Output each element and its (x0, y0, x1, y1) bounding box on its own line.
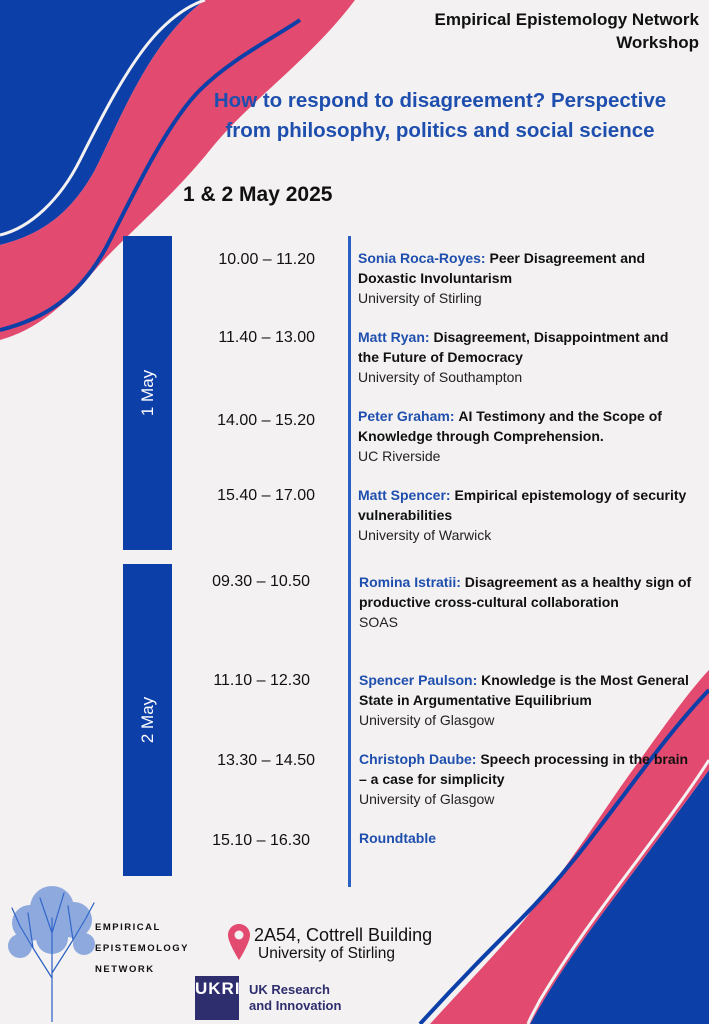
speaker-name: Matt Spencer: (358, 487, 451, 503)
speaker-affiliation: University of Glasgow (359, 791, 495, 807)
session-talk (358, 485, 693, 545)
network-title-line2: Workshop (616, 33, 699, 52)
network-logo-text (95, 917, 189, 980)
speaker-name: Matt Ryan: (358, 329, 430, 345)
session-talk (359, 572, 694, 632)
speaker-name: Sonia Roca-Royes: (358, 250, 486, 266)
session-time: 10.00 – 11.20 (218, 251, 315, 268)
session-talk (358, 327, 693, 387)
speaker-name: Roundtable (359, 830, 436, 846)
session-time: 15.40 – 17.00 (217, 487, 315, 504)
network-title (434, 8, 699, 54)
session-time: 13.30 – 14.50 (217, 752, 315, 769)
talk-title: Empirical epistemology of security vulnerabilities (358, 487, 687, 523)
venue-institution: University of Stirling (258, 945, 395, 962)
speaker-name: Peter Graham: (358, 408, 455, 424)
speaker-affiliation: University of Warwick (358, 527, 492, 543)
ukri-logo: UKRI (195, 976, 239, 1020)
speaker-affiliation: University of Southampton (358, 369, 523, 385)
day-label-2: 2 May (137, 696, 157, 744)
funder-name (249, 982, 341, 1014)
session-time: 15.10 – 16.30 (212, 832, 310, 849)
logo-line2: EPISTEMOLOGY (95, 943, 190, 954)
map-pin-icon (228, 924, 250, 960)
speaker-name: Romina Istratii: (359, 574, 461, 590)
funder-line1: UK Research (249, 982, 330, 997)
talk-title: Disagreement, Disappointment and the Future of Democracy (358, 329, 669, 365)
venue-room: 2A54, Cottrell Building (254, 925, 433, 945)
day-bar-2 (123, 564, 172, 876)
talk-title: Disagreement as a healthy sign of productive cross-cultural collaboration (359, 574, 692, 610)
session-talk (359, 828, 694, 848)
session-talk (359, 749, 694, 809)
speaker-name: Spencer Paulson: (359, 672, 478, 688)
speaker-name: Christoph Daube: (359, 751, 477, 767)
tree-icon (8, 878, 96, 1022)
workshop-title (180, 86, 700, 146)
funder-line2: and Innovation (249, 998, 342, 1013)
workshop-dates: 1 & 2 May 2025 (183, 183, 333, 206)
talk-title: Knowledge is the Most General State in Argumentative Equilibrium (359, 672, 689, 708)
logo-line1: EMPIRICAL (95, 922, 161, 933)
session-time: 09.30 – 10.50 (212, 573, 310, 590)
speaker-affiliation: University of Stirling (358, 290, 482, 306)
speaker-affiliation: UC Riverside (358, 448, 441, 464)
session-time: 11.40 – 13.00 (218, 329, 315, 346)
workshop-title-line1: How to respond to disagreement? Perspective (213, 89, 667, 112)
network-title-line1: Empirical Epistemology Network (434, 10, 699, 29)
session-time: 14.00 – 15.20 (217, 412, 315, 429)
talk-title: Peer Disagreement and Doxastic Involuntarism (358, 250, 646, 286)
talk-title: Speech processing in the brain – a case for simplicity (359, 751, 689, 787)
session-talk (359, 670, 694, 730)
workshop-title-line2: from philosophy, politics and social science (225, 119, 655, 142)
logo-line3: NETWORK (95, 964, 155, 975)
session-time: 11.10 – 12.30 (213, 672, 310, 689)
session-talk (358, 406, 693, 466)
session-talk (358, 248, 693, 308)
day-label-1: 1 May (137, 369, 157, 417)
speaker-affiliation: University of Glasgow (359, 712, 495, 728)
talk-title: AI Testimony and the Scope of Knowledge through Comprehension. (358, 408, 662, 444)
schedule-divider (348, 236, 351, 887)
speaker-affiliation: SOAS (359, 614, 398, 630)
